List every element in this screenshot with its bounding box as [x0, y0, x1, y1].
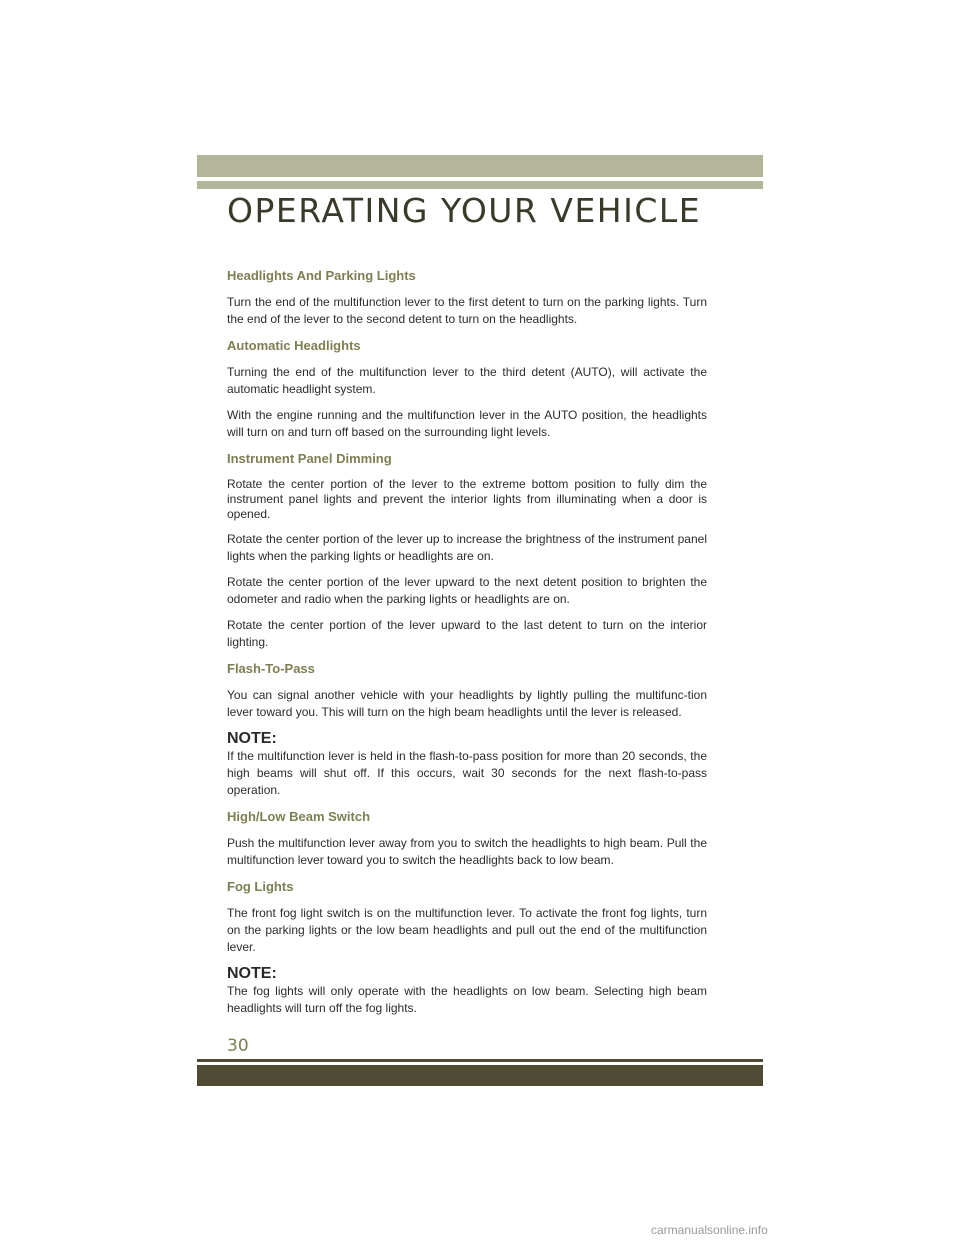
watermark-link[interactable]: carmanualsonline.info — [651, 1223, 768, 1237]
page-content — [227, 267, 707, 1026]
header-bar-thin — [197, 181, 763, 189]
section-heading: High/Low Beam Switch — [227, 809, 371, 824]
chapter-title: OPERATING YOUR VEHICLE — [227, 191, 702, 230]
paragraph: Rotate the center portion of the lever to the extreme bottom position to fully dim the instrument panel lights and prevent the interior lights from illuminating when a door is opened. — [227, 477, 707, 521]
note-label: NOTE: — [227, 965, 277, 982]
section-headlights-parking — [227, 267, 707, 328]
paragraph: Turning the end of the multifunction lever to the third detent (AUTO), will activate the automatic headlight system. — [227, 365, 707, 396]
header-bar — [197, 155, 763, 177]
note-box — [227, 730, 707, 799]
paragraph: Rotate the center portion of the lever upward to the next detent position to brighten the odometer and radio when the parking lights or headlights are on. — [227, 575, 707, 606]
section-heading: Flash-To-Pass — [227, 661, 315, 676]
section-fog-lights — [227, 878, 707, 1017]
paragraph: The front fog light switch is on the multifunction lever. To activate the front fog lights, turn on the parking lights or the low beam headlights and pull out the end of the multifunction lever. — [227, 906, 707, 954]
section-heading: Automatic Headlights — [227, 338, 361, 353]
page-number: 30 — [227, 1036, 249, 1056]
paragraph: Turn the end of the multifunction lever to the first detent to turn on the parking lights. Turn the end of the lever to the second detent to turn on the headlights. — [227, 295, 707, 326]
paragraph: Rotate the center portion of the lever upward to the last detent to turn on the interior lighting. — [227, 618, 707, 649]
note-text: If the multifunction lever is held in the flash-to-pass position for more than 20 seconds, the high beams will shut off. If this occurs, wait 30 seconds for the next flash-to-pass operation. — [227, 749, 707, 797]
paragraph: You can signal another vehicle with your headlights by lightly pulling the multifunc-tion lever toward you. This will turn on the high beam headlights until the lever is released. — [227, 688, 707, 719]
section-heading: Instrument Panel Dimming — [227, 451, 392, 466]
section-instrument-panel-dimming — [227, 450, 707, 651]
section-flash-to-pass — [227, 660, 707, 799]
paragraph: With the engine running and the multifunction lever in the AUTO position, the headlights will turn on and turn off based on the surrounding light levels. — [227, 408, 707, 439]
footer-bar-thin — [197, 1059, 763, 1062]
section-automatic-headlights — [227, 337, 707, 441]
note-text: The fog lights will only operate with the headlights on low beam. Selecting high beam headlights will turn off the fog lights. — [227, 984, 707, 1015]
section-heading: Headlights And Parking Lights — [227, 268, 416, 283]
section-heading: Fog Lights — [227, 879, 294, 894]
note-label: NOTE: — [227, 730, 277, 747]
paragraph: Rotate the center portion of the lever up to increase the brightness of the instrument panel lights when the parking lights or headlights are on. — [227, 532, 707, 563]
paragraph: Push the multifunction lever away from you to switch the headlights to high beam. Pull the multifunction lever toward you to switch the headlights back to low beam. — [227, 836, 707, 867]
footer-bar — [197, 1065, 763, 1086]
section-high-low-beam-switch — [227, 808, 707, 869]
note-box — [227, 965, 707, 1017]
